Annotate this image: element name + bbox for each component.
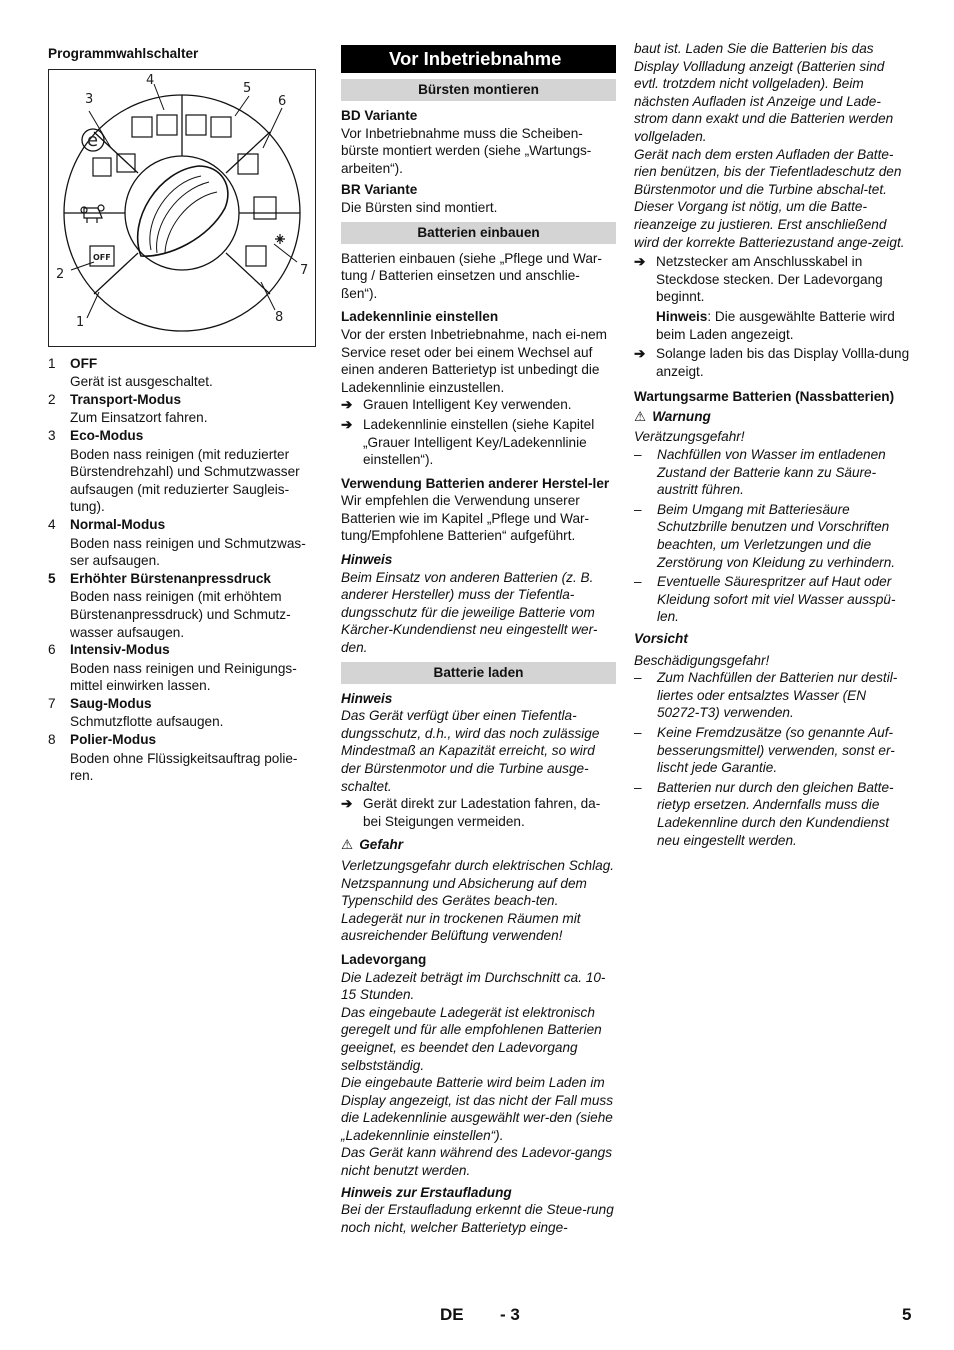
knob-pointer [138, 166, 228, 256]
list-item: – Keine Fremdzusätze (so genannte Auf-besserungsmittel) verwenden, sonst er-lischt jede Garantie. [634, 724, 895, 776]
icon-mode-4b [157, 115, 177, 135]
curve-text: Vor der ersten Inbetriebnahme, nach ei-nem Service reset oder bei einem Wechsel auf einen anderen Batterietyp ist unbedingt die Ladekennlinie einzustellen. [341, 326, 607, 395]
caution-heading: Vorsicht [634, 631, 688, 646]
process-text: Die Ladezeit beträgt im Durchschnitt ca. 10-15 Stunden. [341, 969, 606, 1003]
other-heading: Verwendung Batterien anderer Herstel-ler [341, 475, 610, 491]
step-item: ➔ Solange laden bis das Display Vollla-dung anzeigt. [634, 346, 910, 379]
first-charge-heading: Hinweis zur Erstaufladung [341, 1184, 512, 1200]
curve-heading: Ladekennlinie einstellen [341, 309, 499, 325]
column-1 [48, 40, 320, 785]
list-item: 6 Intensiv-Modus Boden nass reinigen und Reinigungs-mittel einwirken lassen. [48, 642, 297, 694]
first-charge-text-cont: Gerät nach dem ersten Aufladen der Batte-rien benützen, bis der Tiefentladeschutz den Bürstenmotor und die Turbine abschal-tet. Dieser Vorgang ist nötig, um die Batte-rieanzeige zu justieren. Erst anschließend wird der korrekte Batteriezustand ange-zeigt. [634, 146, 905, 250]
hint-text: Das Gerät verfügt über einen Tiefentla-dungsschutz, d.h., wird das noch zulässige Mindestmaß an Kapazität erreicht, so wird der Bürstenmotor und die Turbine ausge-schaltet. [341, 708, 600, 794]
callout-8: 8 [275, 309, 284, 325]
list-item: 4 Normal-Modus Boden nass reinigen und Schmutzwas-ser aufsaugen. [48, 516, 306, 569]
footer-page-sep: - 3 [500, 1305, 520, 1324]
list-item: 2 Transport-Modus Zum Einsatzort fahren. [48, 391, 208, 426]
process-text: Das Gerät kann während des Ladevor-gangs nicht benutzt werden. [341, 1145, 613, 1179]
arrow-icon: ➔ [634, 254, 646, 270]
install-text: Batterien einbauen (siehe „Pflege und War-tung / Batterien einsetzen und anschlie-ßen“). [341, 250, 602, 301]
icon-mode-3 [93, 158, 111, 176]
mode-list [48, 355, 320, 785]
list-item: – Zum Nachfüllen der Batterien nur destil-liertes oder entsalztes Wasser (EN 50272-T3) verwenden. [634, 670, 898, 721]
danger-text: Ladegerät nur in trockenen Räumen mit ausreichender Belüftung verwenden! [341, 910, 581, 944]
caution-subtitle: Beschädigungsgefahr! [634, 652, 770, 668]
subsection-charge: Batterie laden [341, 662, 616, 684]
step-item: ➔ Ladekennlinie einstellen (siehe Kapitel „Grauer Intelligent Key/Ladekennlinie einstellen“). [341, 416, 595, 468]
first-charge-text-cont: baut ist. Laden Sie die Batterien bis das Display Vollladung anzeigt (Batterien sind evtl. trotzdem nicht vollgeladen). Beim nächsten Aufladen ist Anzeige und Lade-strom dann exakt und die Batterien werden vollgeladen. [634, 41, 894, 144]
hint-text: Beim Einsatz von anderen Batterien (z. B. anderer Hersteller) muss der Tiefentla-dungsschutz für die jeweilige Batterie vom Kärcher-Kundendienst neu eingestellt wer-den. [341, 569, 598, 656]
first-charge-text: Bei der Erstaufladung erkennt die Steue-rung noch nicht, welcher Batterietyp einge- [341, 1202, 614, 1235]
step-item: ➔ Grauen Intelligent Key verwenden. [341, 397, 572, 413]
icon-mode-4 [132, 117, 152, 137]
callout-5: 5 [243, 80, 252, 96]
list-item: – Eventuelle Säurespritzer auf Haut oder Kleidung sofort mit viel Wasser ausspü-len. [634, 574, 896, 625]
list-item: – Nachfüllen von Wasser im entladenen Zustand der Batterie kann zu Säure-austritt führen. [634, 447, 886, 498]
hint-heading: Hinweis [341, 552, 393, 568]
step-item: ➔ Netzstecker am Anschlusskabel in Steckdose stecken. Der Ladevorgang beginnt. Hinweis: Die ausgewählte Batterie wird beim Laden angezeigt. [634, 253, 912, 343]
danger-text: Verletzungsgefahr durch elektrischen Schlag. Netzspannung und Absicherung auf dem Typenschild des Gerätes beach-ten. [341, 857, 615, 909]
arrow-icon: ➔ [341, 397, 353, 413]
warning-triangle-icon: ⚠ [341, 837, 354, 853]
subsection-battery-install: Batterien einbauen [341, 222, 616, 244]
process-text: Das eingebaute Ladegerät ist elektronisch geregelt und für alle empfohlenen Batterien geeignet, es beendet den Ladevorgang selbstständig. [341, 1004, 602, 1073]
icon-mode-5 [186, 115, 206, 135]
column-3 [634, 40, 912, 849]
column-2 [341, 40, 616, 1236]
footer-language: DE [440, 1305, 464, 1324]
danger-heading: ⚠ Gefahr [341, 837, 404, 853]
arrow-icon: ➔ [341, 796, 353, 812]
step-item: ➔ Gerät direkt zur Ladestation fahren, da-bei Steigungen vermeiden. [341, 796, 601, 829]
hint-heading: Hinweis [341, 690, 393, 706]
process-heading: Ladevorgang [341, 951, 427, 967]
list-item: 1 OFF Gerät ist ausgeschaltet. [48, 355, 213, 390]
callout-7: 7 [300, 262, 309, 278]
process-text: Die eingebaute Batterie wird beim Laden im Display angezeigt, ist das nicht der Fall muss die Ladekennlinie ausgewählt wer-den (siehe „Ladekennlinie einstellen“). [341, 1075, 613, 1143]
list-item: 3 Eco-Modus Boden nass reinigen (mit reduzierter Bürstendrehzahl) und Schmutzwasser aufsaugen (mit reduzierter Saugleis-tung). [48, 427, 300, 515]
warning-triangle-icon: ⚠ [634, 408, 647, 424]
section-title: Vor Inbetriebnahme [341, 45, 616, 73]
arrow-icon: ➔ [634, 346, 646, 362]
list-item: – Beim Umgang mit Batteriesäure Schutzbrille benutzen und Vorschriften beachten, um Verletzungen und die Zerstörung von Kleidung zu verhindern. [634, 501, 896, 570]
callout-2: 2 [56, 266, 65, 282]
arrow-icon: ➔ [341, 416, 353, 432]
callout-6: 6 [278, 93, 287, 109]
subsection-brushes: Bürsten montieren [341, 79, 616, 101]
dial-figure [49, 70, 315, 346]
callout-1: 1 [76, 314, 85, 330]
icon-mode-8 [246, 246, 266, 266]
footer-page-number: 5 [902, 1305, 912, 1324]
warning-subtitle: Verätzungsgefahr! [634, 429, 745, 445]
icon-mode-6 [238, 154, 258, 174]
callout-3: 3 [85, 91, 94, 107]
bd-heading: BD Variante [341, 108, 418, 123]
list-item: 8 Polier-Modus Boden ohne Flüssigkeitsauftrag polie-ren. [48, 732, 298, 784]
off-label: OFF [93, 252, 111, 262]
selector-heading: Programmwahlschalter [48, 46, 199, 61]
list-item: 5 Erhöhter Bürstenanpressdruck Boden nass reinigen (mit erhöhtem Bürstenanpressdruck) und Schmutz-wasser aufsaugen. [48, 570, 291, 640]
callout-4: 4 [146, 72, 155, 88]
icon-mode-7 [254, 197, 276, 219]
wet-battery-heading: Wartungsarme Batterien (Nassbatterien) [634, 389, 895, 405]
icon-mode-5b [211, 117, 231, 137]
program-selector-diagram [48, 69, 316, 347]
list-item: 7 Saug-Modus Schmutzflotte aufsaugen. [48, 695, 224, 730]
step-hint: Hinweis: Die ausgewählte Batterie wird beim Laden angezeigt. [656, 308, 895, 342]
e-mark: e [87, 129, 99, 151]
warning-heading: ⚠ Warnung [634, 408, 711, 424]
list-item: – Batterien nur durch den gleichen Batte-rietyp ersetzen. Andernfalls muss die Ladekennline durch den Kundendienst neu eingestellt werden. [634, 779, 894, 848]
br-text: Die Bürsten sind montiert. [341, 199, 498, 215]
br-heading: BR Variante [341, 182, 418, 198]
other-text: Wir empfehlen die Verwendung unserer Batterien wie im Kapitel „Pflege und War-tung/Empfohlene Batterien“ aufgeführt. [341, 493, 590, 544]
bd-text: Vor Inbetriebnahme muss die Scheiben-bürste montiert werden (siehe „Wartungs-arbeiten“). [341, 125, 592, 176]
